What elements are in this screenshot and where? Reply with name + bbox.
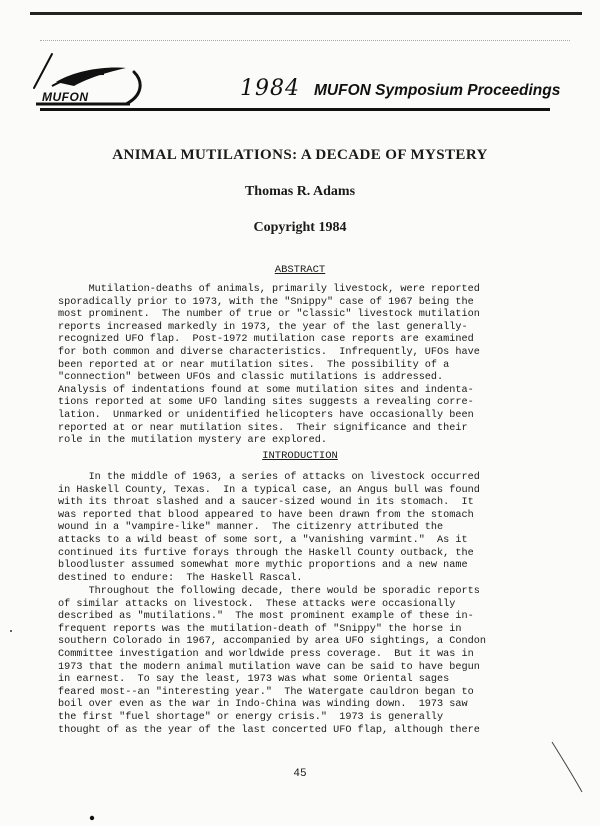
top-border-rule [30,12,582,15]
handwritten-year: 1984 [240,76,300,101]
header-rule [40,108,550,111]
faint-scan-rule [40,40,570,41]
author-name: Thomas R. Adams [244,184,356,199]
abstract-body: Mutilation-deaths of animals, primarily livestock, were reported sporadically prior to 1973, with the "Snippy" case of 1967 being the most prominent. The number of true or "classic" livestock mutilation reports increased markedly in 1973, the year of the last generally- recognized UFO flap. Post-1972 mutilation case reports are examined for both common and diverse characteristics. Infrequently, UFOs have been reported at or near mutilation sites. The possibility of a "connection" between UFOs and classic mutilations is addressed. Analysis of indentations found at some mutilation sites and indenta- tions reported at some UFO landing sites suggests a revealing corre- lation. Unmarked or unidentified helicopters have occasionally been reported at or near mutilation sites. Their significance and their role in the mutilation mystery are explored. [58,284,480,447]
copyright-line: Copyright 1984 [253,220,347,235]
scan-artifact-dot [88,814,96,822]
page-number: 45 [293,768,307,780]
logo-text: MUFON [42,90,89,104]
introduction-paragraph-1: In the middle of 1963, a series of attacks on livestock occurred in Haskell County, Texas. In a typical case, an Angus bull was found with its throat slashed and a saucer-sized wound in its stomach. It was reported that blood appeared to have been drawn from the stomach wound in a "vampire-like" manner. The citizenry attributed the attacks to a wild beast of some sort, a "vanishing varmint." As it continued its furtive forays through the Haskell County outback, the bloodluster assumed somewhat more mythic proportions and a new name destined to endure: The Haskell Rascal. [58,472,480,584]
introduction-paragraph-2: Throughout the following decade, there would be sporadic reports of similar attacks on livestock. These attacks were occasionally described as "mutilations." The most prominent example of these in- frequent reports was the mutilation-death of "Snippy" the horse in southern Colorado in 1967, accompanied by area UFO sightings, a Condon Committee investigation and worldwide press coverage. But it was in 1973 that the modern animal mutilation wave can be said to have begun in earnest. To say the least, 1973 was what some Oriental sages feared most--an "interesting year." The Watergate cauldron began to boil over even as the war in Indo-China was winding down. 1973 saw the first "fuel shortage" or energy crisis." 1973 is generally thought of as the year of the last concerted UFO flap, although there [58,586,486,736]
scan-artifact-line [548,738,588,798]
scan-artifact-speck [8,628,14,634]
article-title: ANIMAL MUTILATIONS: A DECADE OF MYSTERY [112,147,488,163]
abstract-heading: ABSTRACT [274,264,326,276]
mufon-logo [26,52,156,110]
introduction-heading: INTRODUCTION [262,450,338,462]
publication-title: MUFON Symposium Proceedings [314,82,561,99]
